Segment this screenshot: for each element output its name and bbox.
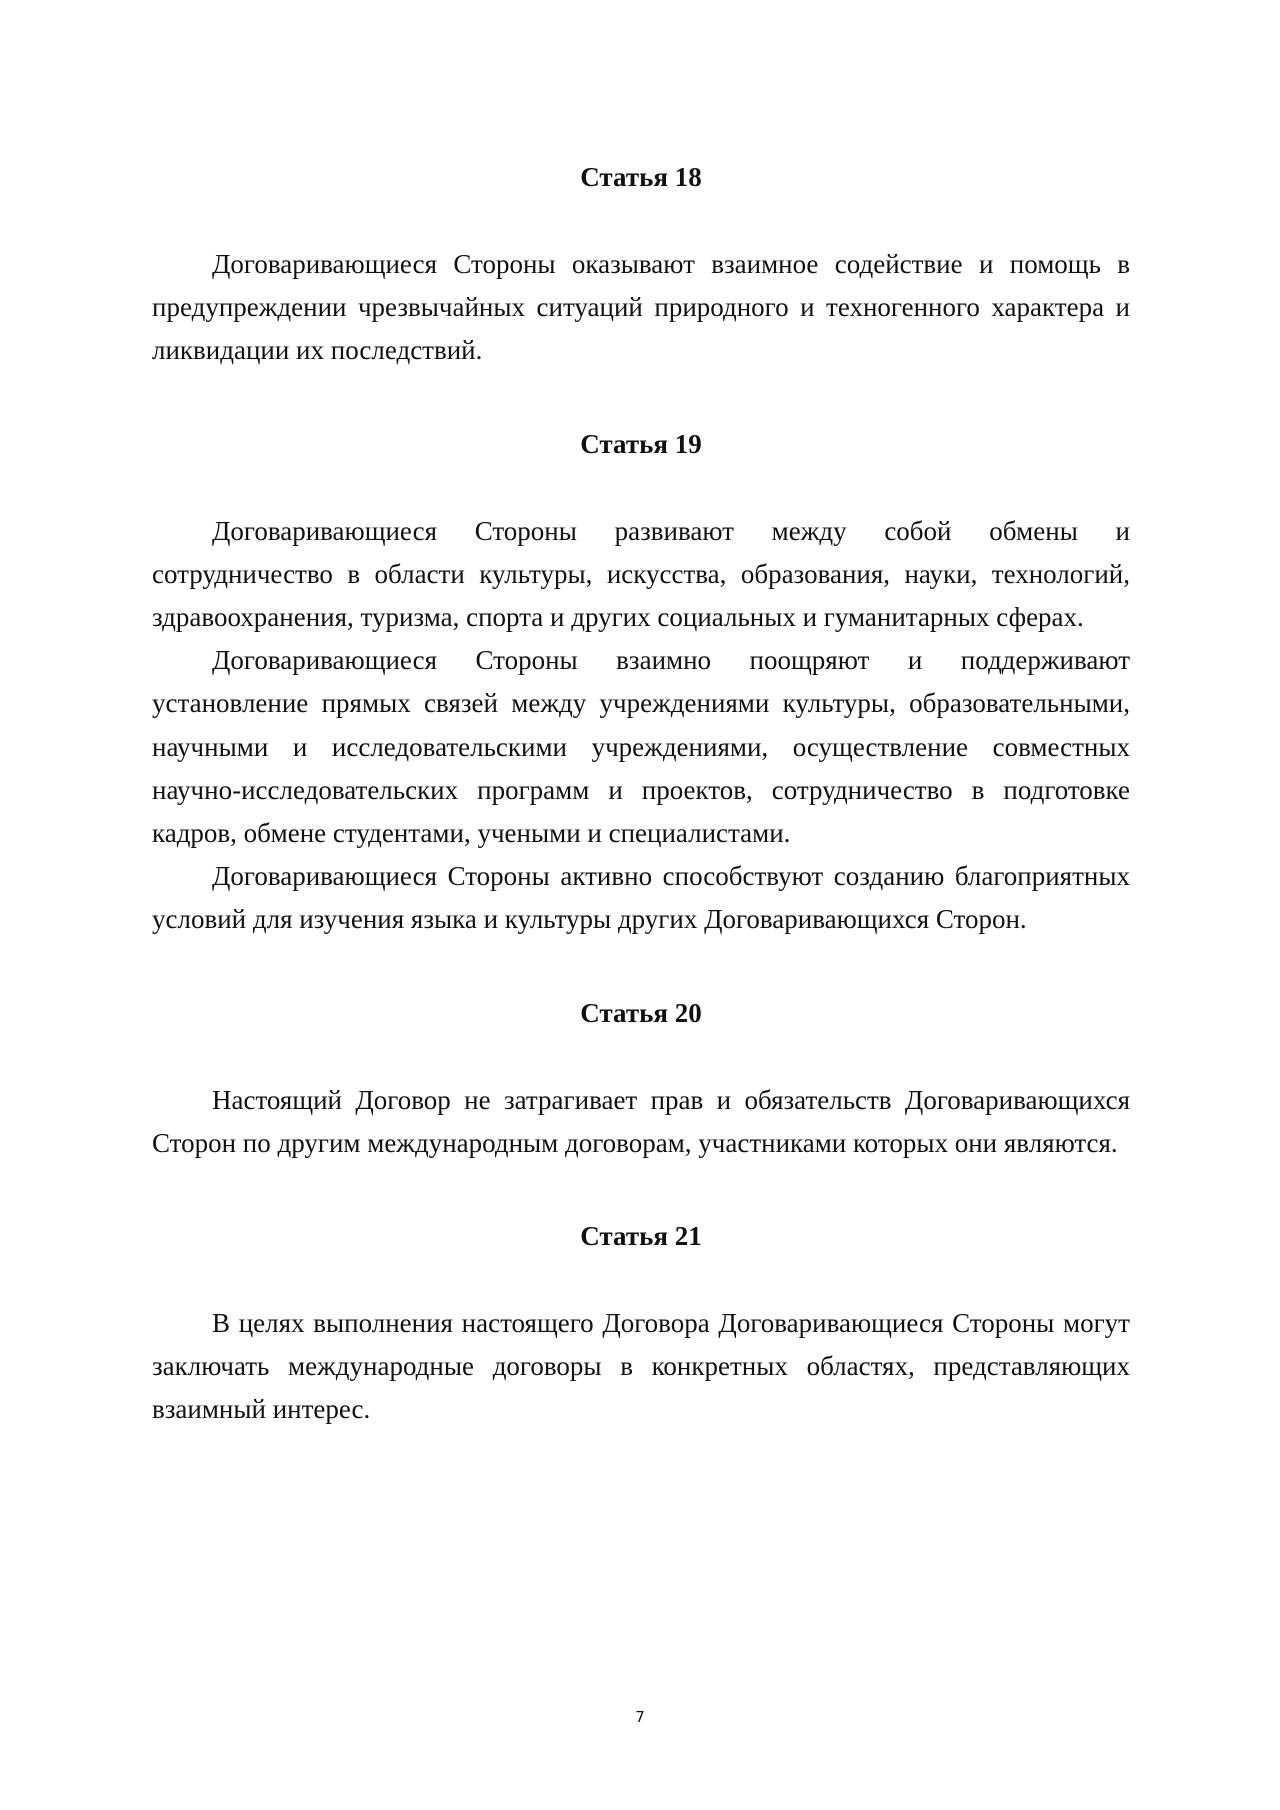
article-paragraph: Договаривающиеся Стороны оказывают взаимное содействие и помощь в предупреждении чрезвычайных ситуаций природного и техногенного характера и ликвидации их последствий. <box>152 249 1130 366</box>
article-paragraph: Договаривающиеся Стороны взаимно поощряют и поддерживают установление прямых связей между учреждениями культуры, образовательными, научными и исследовательскими учреждениями, осуществление совместных научно-исследовательских программ и проектов, сотрудничество в подготовке кадров, обмене студентами, учеными и специалистами. <box>152 645 1130 849</box>
article-title: Статья 20 <box>580 997 702 1028</box>
article-title: Статья 21 <box>580 1221 702 1252</box>
article-title: Статья 19 <box>580 428 702 459</box>
article-20 <box>152 986 1130 1165</box>
article-paragraph: Договаривающиеся Стороны активно способствуют созданию благоприятных условий для изучения языка и культуры других Договаривающихся Сторон. <box>152 861 1130 935</box>
article-19 <box>152 417 1130 942</box>
article-paragraph: Договаривающиеся Стороны развивают между собой обмены и сотрудничество в области культуры, искусства, образования, науки, технологий, здравоохранения, туризма, спорта и других социальных и гуманитарных сферах. <box>152 515 1130 633</box>
article-paragraph: Настоящий Договор не затрагивает прав и обязательств Договаривающихся Сторон по другим международным договорам, участниками которых они являются. <box>152 1084 1130 1158</box>
article-18 <box>152 150 1130 373</box>
article-title: Статья 18 <box>580 162 702 192</box>
document-page <box>152 150 1130 1432</box>
article-21 <box>152 1209 1130 1432</box>
page-number: 7 <box>635 1708 645 1726</box>
article-paragraph: В целях выполнения настоящего Договора Договаривающиеся Стороны могут заключать международные договоры в конкретных областях, представляющих взаимный интерес. <box>152 1308 1130 1425</box>
